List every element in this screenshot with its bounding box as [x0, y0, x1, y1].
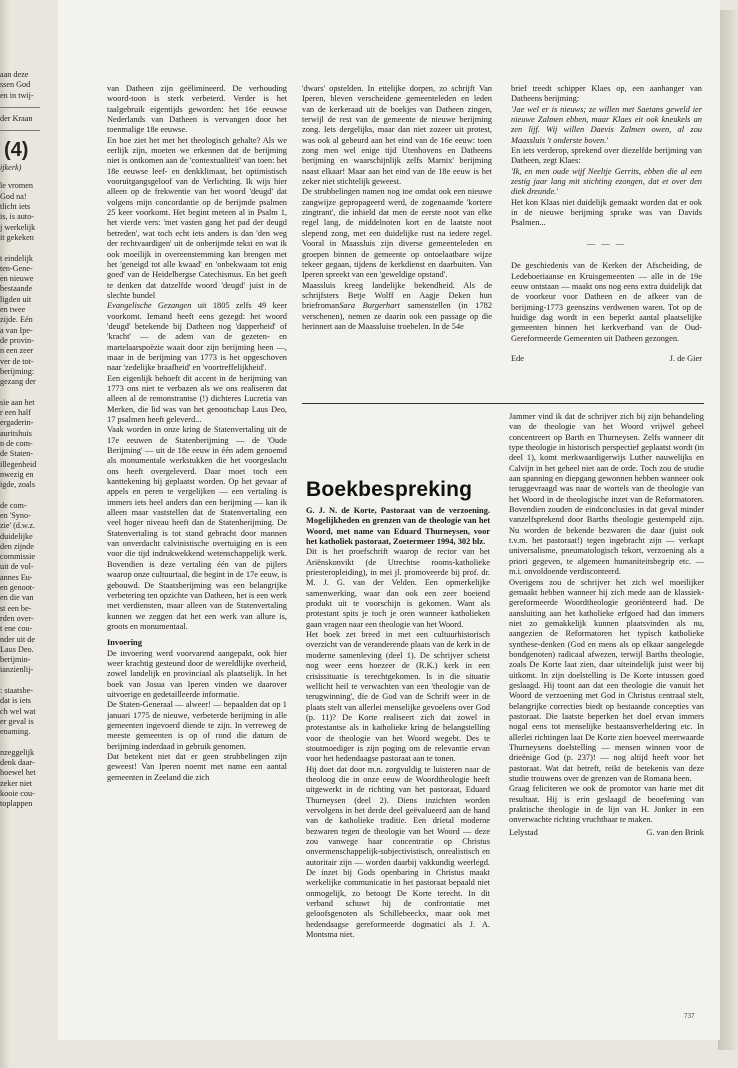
byline-author: G. van den Brink [646, 827, 704, 837]
paragraph [302, 281, 492, 333]
paragraph [107, 301, 287, 373]
paragraph: En iets verderop, sprekend over diezelfde berijming van Datheen, zegt Klaes: [511, 146, 702, 166]
review-column-2 [509, 412, 704, 992]
review-byline [509, 828, 704, 838]
paragraph: Een eigenlijk behoeft dit accent in de berijming van 1773 ons niet te verbazen als we ons realiseren dat alleen al de remonstrantse (!) dichteres Lucretia van Merken, die lid was van het genootschap Laus Deo, 17 psalmen heeft geleverd... [107, 373, 287, 424]
review-title: Boekbespreking [306, 478, 473, 501]
review-book-header: G. J. N. de Korte, Pastoraat van de verzoening. Mogelijkheden en grenzen van de theologie van het Woord, met name van Eduard Thurneysen, voor het katholiek pastoraat, Zoetermeer 1994, 302 blz. [306, 506, 490, 547]
page-number: 737 [684, 1012, 695, 1020]
section-heading: Invoering [107, 638, 142, 648]
book-title: Evangelische Gezangen [107, 301, 192, 311]
paragraph: En hoe ziet het met het theologisch gehalte? Als we eerlijk zijn, moeten we erkennen dat de berijming niet is ontkomen aan de 'contextualiteit' van toen: het 18e eeuwse leef- en denkklimaat, het optimistisch vooruitgangsgeloof van de Verlichting. Ik wijs hier alleen op de frekwentie van het woord 'deugd' dat volgens mijn concordantie op de berijmde psalmen 25 keer voorkomt. Het begint meteen al in Psalm 1, het vierde vers: 'met vasten gang het pad der deugd betreden', wat toch echt iets anders is dan 'den weg der rechtvaardigen' uit de onberijmde tekst en wat ik ook moeilijk in overeenstemming kan brengen met het 'geneigd tot alle kwaad' en 'onbekwaam tot enig goed' van de Heidelbergse Catechismus. En het geeft te denken dat datzelfde woord 'deugd' juist in de slechte bundel [107, 135, 287, 300]
paragraph-continuation: samenstellen (in 1782 verschenen), nemen ze daarin ook een passage op die herinnert aan de Maassluise troebelen. In de 54e [302, 301, 492, 331]
paragraph: Overigens zou de schrijver het zich wel moeilijker gemaakt hebben wanneer hij zich mede aan de klassiek-gereformeerde Woordtheologie georiënteerd had. De aansluiting aan het katholieke erfgoed had dan immers niet zo gemakkelijk kunnen plaatsvinden als nu, aangezien de Reformatoren het typisch katholieke synthese-denken (God en mens als op elkaar aangelegde bondgenoten) radicaal afwezen, terwijl Barths theologie, zoals De Korte laat zien, daar uiteindelijk juist weer bij uitkomt. In zijn doelstelling is De Korte intussen goed geslaagd. Hij toont aan dat een theologie die vanuit het Woord de verzoening met God in Christus centraal stelt, belangrijke correcties biedt op bestaande concepties van pastoraat. Die laatste beperken het doel ervan immers nogal eens tot menselijke bestaansverheldering etc. In allerlei richtingen laat De Korte zien hoeveel meerwaarde Thurneysens doelstelling — mensen winnen voor de drieënige God (p. 237)! — nog altijd heeft voor het pastoraat. Wat dat betreft, reikt de betekenis van deze studie trouwens over de grenzen van de Romana heen. [509, 577, 704, 784]
paragraph: De strubbelingen namen nog toe omdat ook een nieuwe zangwijze gepropageerd werd, de zogenaamde 'kortere zingtrant', die inhield dat men de eerste noot van elke regel lang, de middelnoten kort en de laatste noot slepend zong, met een duidelijke rust na iedere regel. Vooral in Maassluis zijn diverse gemeenteleden en groepen binnen de gemeente op ontoelaatbare wijze tekeer gegaan, tijdens de kerkdienst en daarbuiten. Van Iperen spreekt van een 'geweldige opstand'. [302, 187, 492, 280]
fragment-subtitle: ijkerk) [0, 163, 22, 173]
section-separator: — — — [586, 238, 627, 248]
fragment-top: aan deze ssen God en in twij- [0, 70, 34, 100]
paragraph: Het kon Klaas niet duidelijk gemaakt worden dat er ook in de nieuwe berijming sprake was van Davids Psalmen... [511, 197, 702, 228]
section-divider [302, 403, 704, 404]
article-column-1 [107, 84, 287, 1014]
paragraph: De Staten-Generaal — alweer! — bepaalden dat op 1 januari 1775 de nieuwe, verbeterde berijming in alle gemeenten ingevoerd diende te zijn. In verreweg de meeste gemeenten is op of rond die datum de berijming inderdaad in gebruik genomen. [107, 700, 287, 751]
paragraph-continuation: uit 1805 zelfs 49 keer voorkomt. Iemand heeft eens gezegd: het woord 'deugd' betekende bij Datheen nog 'dapperheid' of 'kracht' — de adem van de gezeten- en martelaarspoëzie waait door zijn berijming heen —, maar in de berijming van 1773 is het opgeschoven naar 'zedelijke braafheid' en 'voortreffelijkheid'. [107, 301, 287, 373]
previous-page-fragment [0, 70, 52, 970]
paragraph-start: Maassluis kreeg landelijke bekendheid. Als de schrijfsters Betje Wolff en Aagje Deken hun briefroman [302, 280, 492, 311]
divider [0, 130, 40, 131]
byline-place: Ede [511, 353, 525, 363]
fragment-part-number: (4) [4, 139, 29, 162]
page-edge [718, 10, 738, 1050]
paragraph: Dat betekent niet dat er geen strubbelingen zijn geweest! Van Iperen noemt met name een aantal gemeenten in Zeeland die zich [107, 752, 287, 782]
paragraph: 'dwars' opstelden. In ettelijke dorpen, zo schrijft Van Iperen, bleven verscheidene gemeenteleden en leden van de kerkeraad uit de boekjes van Datheen zingen, terwijl de rest van de gemeente de nieuwe berijming zong. Iets dergelijks, maar dan niet zozeer uit protest, was ook al gebeurd aan het eind van de 16e eeuw: toen zong men wel enige tijd Utenhovens en Datheens berijming en waarschijnlijk zelfs Marnix' berijming naast elkaar! Maar aan het eind van de 18e eeuw is het zeker niet stichtelijk geweest. [302, 84, 492, 187]
review-column-1 [306, 506, 490, 996]
paragraph: Hij doet dat door m.n. zorgvuldig te luisteren naar de theoloog die in onze eeuw de Woordtheologie heeft uitgewerkt in de richting van het pastoraat, Eduard Thurneysen (deel 2). Diens inzichten worden vervolgens in het derde deel geëvalueerd aan de hand van de katholieke traditie. Een drietal moderne bezwaren tegen de theologie van het Woord — deze zou vanwege haar concentratie op Christus onvermenschappelijk-subjectivistisch, onrealistisch en autoritair zijn — worden daarbij vakkundig weerlegd. De inzet bij Gods openbaring in Christus maakt werkelijke communicatie in het pastoraat bepaald niet onmogelijk, zo betoogt De Korte terecht. In dit verband schuwt hij de confrontatie met geloofsgenoten als Schillebeeckx, maar ook met hedendaagse gereformeerde dogmatici als J. A. Montsma niet. [306, 764, 490, 940]
fragment-author: der Kraan [0, 113, 33, 123]
byline-author: J. de Gier [669, 353, 702, 363]
article-byline [511, 354, 702, 364]
paragraph: De geschiedenis van de Kerken der Afscheiding, de Ledeboeriaanse en Kruisgemeenten — alle in de 19e eeuw ontstaan — maakt ons nog eens extra duidelijk dat de voorkeur voor Datheen en de afkeer van de berijming-1773 geenszins verdwenen waren. Tot op de huidige dag wordt in een beperkt aantal plaatselijke gemeenten binnen het kerkverband van de Oud-Gereformeerde Gemeenten uit Datheen gezongen. [511, 261, 702, 343]
paragraph: van Datheen zijn geëlimineerd. De verhouding woord-toon is sterk verbeterd. Verder is het taalgebruik eigentijds geworden: het 16e eeuwse Nederlands van Datheen is vervangen door het toenmalige 18e eeuwse. [107, 84, 287, 135]
fragment-body: le vromen God na! tlicht iets is, is auto- j werkelijk it gekeken t eindelijk ten-Gene- en nieuwe bestaande ligden uit en twee zijde. Eén a van Ipe- de provin- n een zeer ver de tot- berijming: gezang der sie aan het r een half ergaderin- auritshuis n de com- de Staten- illegenheid nwezig en igde, zoals de com- en 'Syno- zie' (d.w.z. duidelijke den zijnde commissie uit de vol- annes Eu- en genoot- en die van st een be- rden over- t ene cou- nder uit de Laus Deo. berijmin- ianzienlij- : staatsbe- dat is iets ch wel wat er geval is enaming. nzeggelijk denk daar- hoewel het zeker niet kooie cou- toplappen [0, 181, 37, 809]
paragraph: brief treedt schipper Klaes op, een aanhanger van Datheens berijming: [511, 84, 702, 104]
article-column-2 [302, 84, 492, 394]
paragraph: Het boek zet breed in met een cultuurhistorisch overzicht van de veranderende plaats van de kerk in de moderne samenleving (deel 1). De schrijver schetst nog weer eens hoezeer de (R.K.) kerk in een crisissituatie is terechtgekomen. Is in die situatie wellicht heil te verwachten van een 'theologie van de terugwinning', die de God van de Schrift weer in de plaats stelt van allerlei menselijke gevoelens over God (p. 11)? De Korte realiseert zich dat zowel in protestantse als in katholieke kring de belangstelling voor de theologie van het Woord wegebt. Des te stoutmoediger is zijn poging om de relevantie ervan voor het hedendaagse pastoraat aan te tonen. [306, 630, 490, 764]
paragraph: De invoering werd voorvarend aangepakt, ook hier weer krachtig gesteund door de wereldlijke overheid, zowel landelijk en provinciaal als plaatselijk. In het boek van Josua van Iperen vinden we daarover uitvoerige en gedetailleerde informatie. [107, 648, 287, 699]
quote: 'Ik, en men oude wijf Neeltje Gerrits, ebben die al een zestig jaar lang mit stichting ezongen, dat et over den diek dreunde.' [511, 166, 702, 197]
book-title: Sara Burgerhart [339, 301, 400, 311]
quote: 'Jae wel er is nieuws; ze willen met Saetans geweld ier nieuwe Zalmen ebben, maar Klaes eit ook kneukels an zen lijf. Wij willen Daevis Zalmen owen, al zou Maassluis 't onderste boven.' [511, 104, 702, 145]
byline-place: Lelystad [509, 827, 538, 837]
paragraph: Vaak worden in onze kring de Statenvertaling uit de 17e eeuwen de Statenberijming — de 'Oude Berijming' — uit de 18e eeuw in één adem genoemd als monumentale werkstukken die het voorgeslacht ons heeft overgeleverd. Daar moet toch een kanttekening bij geplaatst worden. Op het gevaar af appels en peren te vergelijken — een vertaling is immers iets heel anders dan een berijming — kan ik alleen maar vaststellen dat de Statenvertaling een veel hoger niveau heeft dan de Statenberijming. De Statenvertaling is tot stand gebracht door mannen van onverdacht calvinistische overtuiging en is een voor die tijd indrukwekkend wetenschappelijk werk. Bovendien is deze vertaling één van de pijlers waarop onze cultuurtaal, die begint in de 17e eeuw, is gebouwd. De Staatsberijming was een belangrijke verbetering ten opzichte van Datheen, het is een werk met verdiensten, maar alleen van de Statenvertaling kunnen we zeggen dat het een werk van allure is, groots en monumentaal. [107, 425, 287, 631]
article-column-3 [511, 84, 702, 394]
divider [0, 107, 40, 108]
paragraph: Graag feliciteren we ook de promotor van harte met dit resultaat. Hij is erin geslaagd de beoefening van praktische theologie in de lijn van H. Jonker in een onverwachte richting vruchtbaar te maken. [509, 784, 704, 825]
paragraph: Jammer vind ik dat de schrijver zich bij zijn behandeling van de theologie van het Woord vrijwel geheel concentreert op Barth en Thurneysen. Zelfs wanneer dit type theologie in historisch perspectief geplaatst wordt (in deel 1), komt merkwaardigerwijs Luther nauwelijks en Calvijn in het geheel niet aan de orde. Toch zou de studie aan spanning en diepgang gewonnen hebben wanneer ook teruggevraagd was naar de wortels van de theologie van het Woord in de theologische inzet van de Reformatoren. Bovendien zouden de eindconclusies in dat geval minder vanzelfsprekend door Barths theologie gestempeld zijn. Nu worden de bekende bezwaren die daar (juist ook t.v.m. het pastoraat!) tegen ingebracht zijn — verkapt universalisme, pneumatologisch tekort, verzoening als a priori gegeven, te algemeen humaniteitsbegrip etc. — m.i. onvoldoende verdisconteerd. [509, 412, 704, 577]
paragraph: Dit is het proefschrift waarop de rector van het Ariënskonvikt (de Utrechtse rooms-katholieke priesteropleiding), in mei jl. promoveerde bij prof. dr. M. J. G. van der Velden. Een opmerkelijke samenwerking, waar dan ook een zeer boeiend produkt uit te voorschijn is gekomen. Want als protestant spits je toch je oren wanneer katholieken gaan vragen naar een theologie van het Woord. [306, 547, 490, 629]
